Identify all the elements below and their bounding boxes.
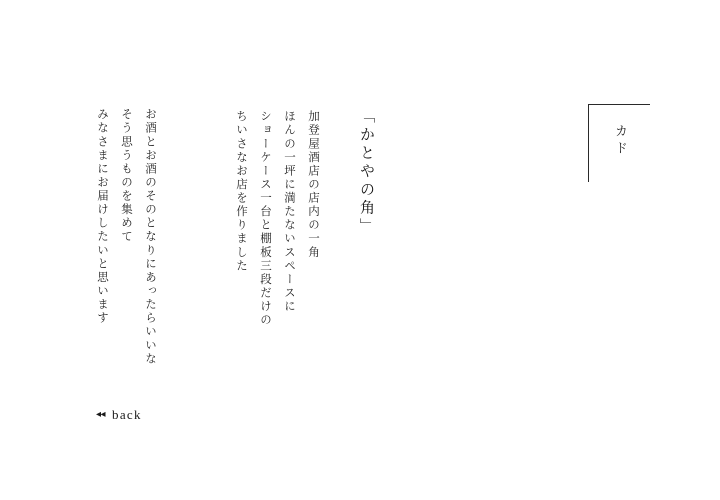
body-column-4: ちいさなお店を作りました: [235, 110, 249, 273]
body-column-3: ショーケース一台と棚板三段だけの: [259, 110, 273, 328]
body-column-1: 加登屋酒店の店内の一角: [307, 110, 321, 260]
left-column-2: そう思うものを集めて: [120, 108, 134, 244]
back-link[interactable]: [96, 408, 142, 421]
left-column-1: お酒とお酒のそのとなりにあったらいいな: [144, 108, 158, 366]
double-left-arrow-icon: ◂◂: [96, 408, 106, 420]
body-column-2: ほんの一坪に満たないスペースに: [283, 110, 297, 314]
left-column-3: みなさまにお届けしたいと思います: [96, 108, 110, 326]
back-link-label: back: [112, 407, 142, 422]
headline: 「かとやの角」: [358, 108, 376, 237]
kado-logo: [588, 104, 650, 182]
logo-text: カド: [612, 124, 627, 158]
